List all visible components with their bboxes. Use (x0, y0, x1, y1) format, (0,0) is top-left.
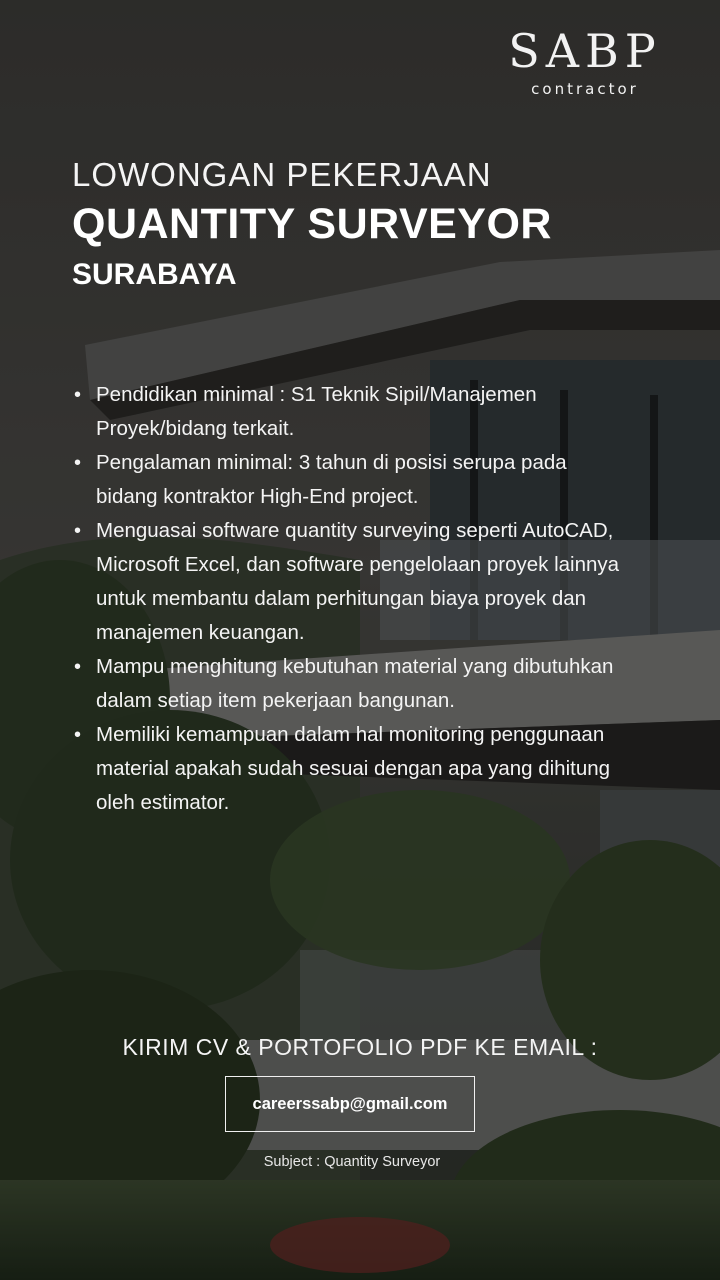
requirement-item: • Pengalaman minimal: 3 tahun di posisi serupa pada bidang kontraktor High-End project. (72, 446, 632, 514)
heading-city: SURABAYA (72, 258, 237, 291)
logo-subtitle: contractor (531, 80, 639, 98)
email-address[interactable]: careerssabp@gmail.com (225, 1076, 475, 1132)
brand-logo (500, 24, 670, 98)
heading-vacancy: LOWONGAN PEKERJAAN (72, 156, 492, 193)
logo-mark: SABP (508, 24, 662, 78)
requirement-item: • Menguasai software quantity surveying seperti AutoCAD, Microsoft Excel, dan software pengelolaan proyek lainnya untuk membantu dalam perhitungan biaya proyek dan manajemen keuangan. (72, 514, 632, 650)
email-subject: Subject : Quantity Surveyor (263, 1154, 441, 1170)
heading-position: QUANTITY SURVEYOR (72, 200, 552, 248)
requirements-list (72, 378, 632, 820)
requirement-item: • Pendidikan minimal : S1 Teknik Sipil/Manajemen Proyek/bidang terkait. (72, 378, 632, 446)
requirement-item: • Mampu menghitung kebutuhan material yang dibutuhkan dalam setiap item pekerjaan bangunan. (72, 650, 632, 718)
requirement-item: • Memiliki kemampuan dalam hal monitoring penggunaan material apakah sudah sesuai dengan apa yang dihitung oleh estimator. (72, 718, 632, 820)
send-cv-instruction: KIRIM CV & PORTOFOLIO PDF KE EMAIL : (122, 1034, 598, 1060)
